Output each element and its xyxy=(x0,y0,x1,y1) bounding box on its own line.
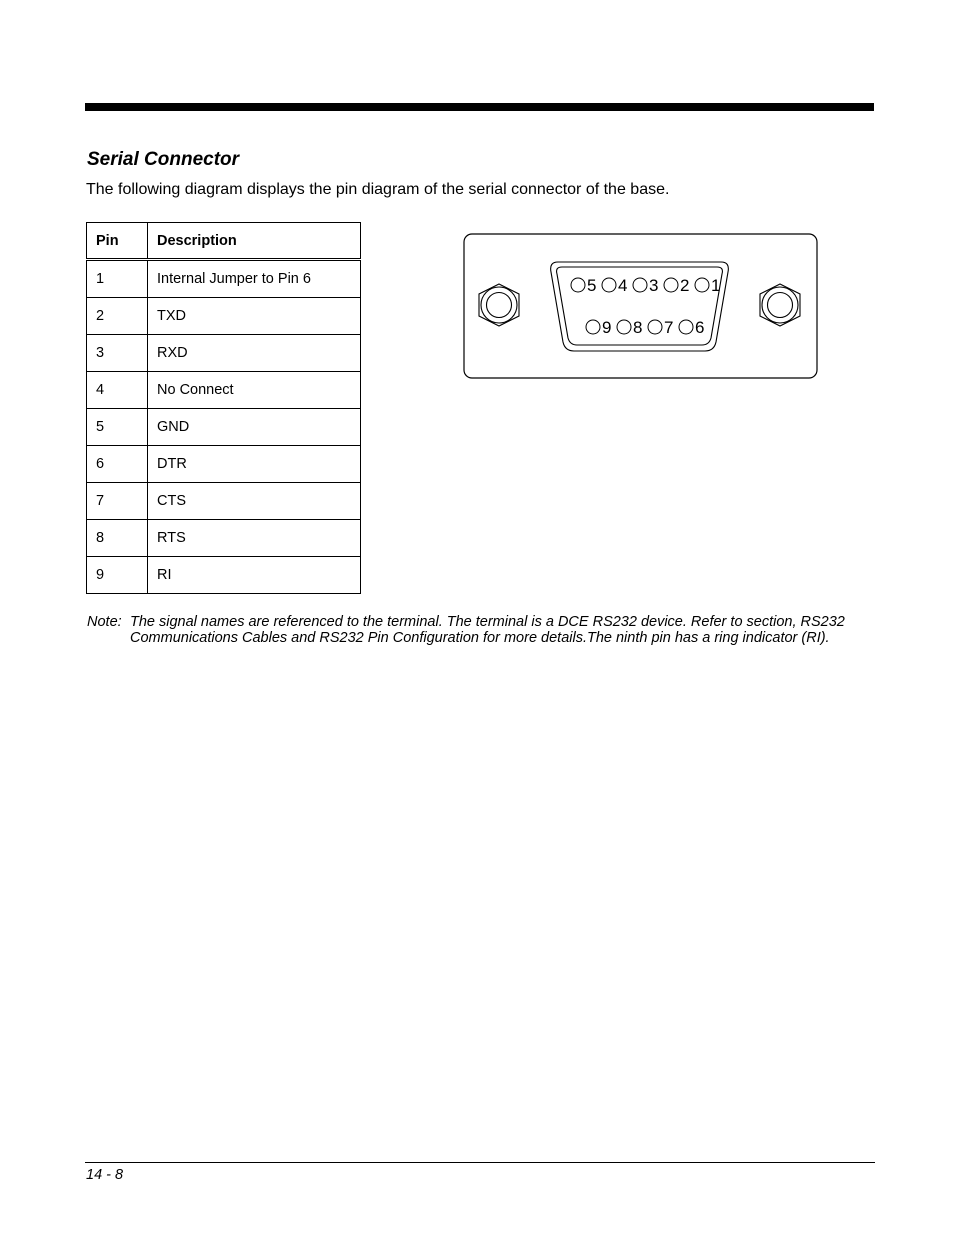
pin-description: CTS xyxy=(148,483,361,520)
pin-number: 6 xyxy=(87,446,148,483)
table-row xyxy=(87,446,361,483)
pin-description: RI xyxy=(148,557,361,594)
pin-number: 5 xyxy=(87,409,148,446)
pin-5-label: 5 xyxy=(587,276,597,295)
pin-number: 2 xyxy=(87,298,148,335)
table-row xyxy=(87,260,361,298)
pin-7-label: 7 xyxy=(664,318,674,337)
pin-number: 9 xyxy=(87,557,148,594)
serial-connector-diagram xyxy=(462,232,820,382)
pin-8-label: 8 xyxy=(633,318,643,337)
pin-2-circle xyxy=(664,278,678,292)
section-title: Serial Connector xyxy=(87,149,240,170)
pin-number: 8 xyxy=(87,520,148,557)
table-row xyxy=(87,483,361,520)
pin-5-circle xyxy=(571,278,585,292)
pin-7-circle xyxy=(648,320,662,334)
pin-description: TXD xyxy=(148,298,361,335)
pin-table xyxy=(86,222,361,594)
pin-3-circle xyxy=(633,278,647,292)
header-pin: Pin xyxy=(87,223,148,260)
pin-number: 1 xyxy=(87,260,148,298)
pin-8-circle xyxy=(617,320,631,334)
pin-number: 3 xyxy=(87,335,148,372)
intro-paragraph: The following diagram displays the pin diagram of the serial connector of the base. xyxy=(86,181,670,198)
pin-1-circle xyxy=(695,278,709,292)
pin-description: No Connect xyxy=(148,372,361,409)
pin-3-label: 3 xyxy=(649,276,659,295)
note-text: The signal names are referenced to the terminal. The terminal is a DCE RS232 device. Refer to section, RS232 Communications Cables and RS232 Pin Configuration for more details.The ninth pin has a ring indicator (RI). xyxy=(130,614,845,646)
pin-1-label: 1 xyxy=(711,276,721,295)
pin-9-label: 9 xyxy=(602,318,612,337)
note-block xyxy=(87,615,867,646)
pin-2-label: 2 xyxy=(680,276,690,295)
pin-4-label: 4 xyxy=(618,276,628,295)
pin-6-circle xyxy=(679,320,693,334)
table-row xyxy=(87,298,361,335)
pin-number: 4 xyxy=(87,372,148,409)
pin-number: 7 xyxy=(87,483,148,520)
table-row xyxy=(87,409,361,446)
table-row xyxy=(87,520,361,557)
footer-rule xyxy=(85,1162,875,1163)
table-row xyxy=(87,372,361,409)
pin-table-header-row xyxy=(87,223,361,260)
page-number: 14 - 8 xyxy=(86,1167,124,1183)
pin-4-circle xyxy=(602,278,616,292)
pin-description: RTS xyxy=(148,520,361,557)
table-row xyxy=(87,557,361,594)
pin-description: RXD xyxy=(148,335,361,372)
note-label: Note: xyxy=(87,614,122,630)
header-rule xyxy=(85,103,874,111)
pin-9-circle xyxy=(586,320,600,334)
table-row xyxy=(87,335,361,372)
pin-description: Internal Jumper to Pin 6 xyxy=(148,260,361,298)
pin-description: DTR xyxy=(148,446,361,483)
pin-6-label: 6 xyxy=(695,318,705,337)
header-description: Description xyxy=(148,223,361,260)
pin-description: GND xyxy=(148,409,361,446)
